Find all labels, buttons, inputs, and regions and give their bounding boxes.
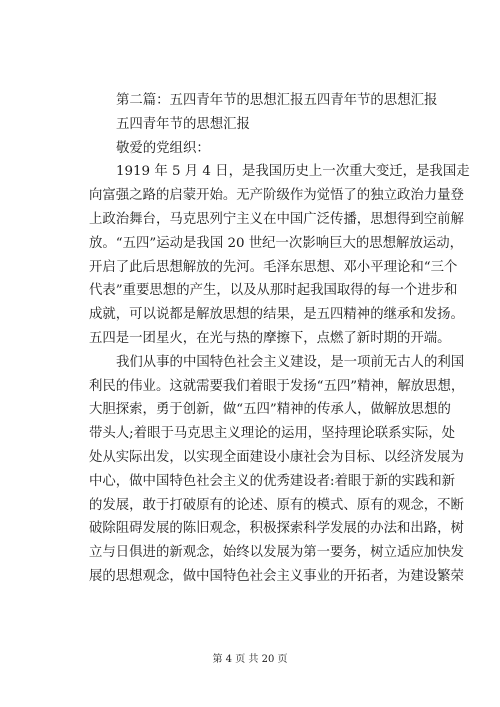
salutation: 敬爱的党组织： (116, 140, 210, 156)
paragraph-line: 五四是一团星火，在光与热的摩擦下，点燃了新时期的开端。 (89, 330, 451, 346)
paragraph-line: 利民的伟业。这就需要我们着眼于发扬“五四”精神，解放思想， (89, 378, 465, 394)
paragraph-line: 中心，做中国特色社会主义的优秀建设者:着眼于新的实践和新 (89, 473, 456, 489)
paragraph-line: 成就，可以说都是解放思想的结果，是五四精神的继承和发扬。 (89, 307, 464, 323)
paragraph-line: 的发展，敢于打破原有的论述、原有的模式、原有的观念，不断 (89, 497, 464, 513)
paragraph-line: 带头人;着眼于马克思主义理论的运用，坚持理论联系实际，处 (89, 426, 456, 442)
paragraph-line: 开启了此后思想解放的先河。毛泽东思想、邓小平理论和“三个 (89, 259, 458, 275)
paragraph-line: 立与日俱进的新观念，始终以发展为第一要务，树立适应加快发 (89, 545, 464, 561)
paragraph-line: 我们从事的中国特色社会主义建设，是一项前无古人的利国 (116, 354, 465, 370)
paragraph-line: 处从实际出发，以实现全面建设小康社会为目标、以经济发展为 (89, 449, 464, 465)
document-body (89, 89, 470, 589)
paragraph-line: 展的思想观念，做中国特色社会主义事业的开拓者，为建设繁荣 (89, 568, 464, 584)
paragraph-line: 向富强之路的启蒙开始。无产阶级作为觉悟了的独立政治力量登 (89, 188, 464, 204)
paragraph-line: 破除阻碍发展的陈旧观念，积极探索科学发展的办法和出路，树 (89, 521, 464, 537)
document-subtitle: 五四青年节的思想汇报 (116, 116, 250, 132)
paragraph-1 (89, 160, 470, 350)
document-title: 第二篇：五四青年节的思想汇报五四青年节的思想汇报 (116, 93, 438, 108)
paragraph-2 (89, 351, 465, 589)
page-number-footer: 第 4 页 共 20 页 (212, 654, 288, 665)
paragraph-line: 放。“五四”运动是我国 20 世纪一次影响巨大的思想解放运动， (89, 235, 464, 251)
paragraph-line: 上政治舞台，马克思列宁主义在中国广泛传播，思想得到空前解 (89, 211, 464, 227)
paragraph-line: 代表”重要思想的产生，以及从那时起我国取得的每一个进步和 (89, 283, 458, 299)
paragraph-line: 大胆探索，勇于创新，做“五四”精神的传承人，做解放思想的 (89, 402, 451, 418)
paragraph-line: 1919 年 5 月 4 日，是我国历史上一次重大变迁，是我国走 (116, 164, 470, 180)
